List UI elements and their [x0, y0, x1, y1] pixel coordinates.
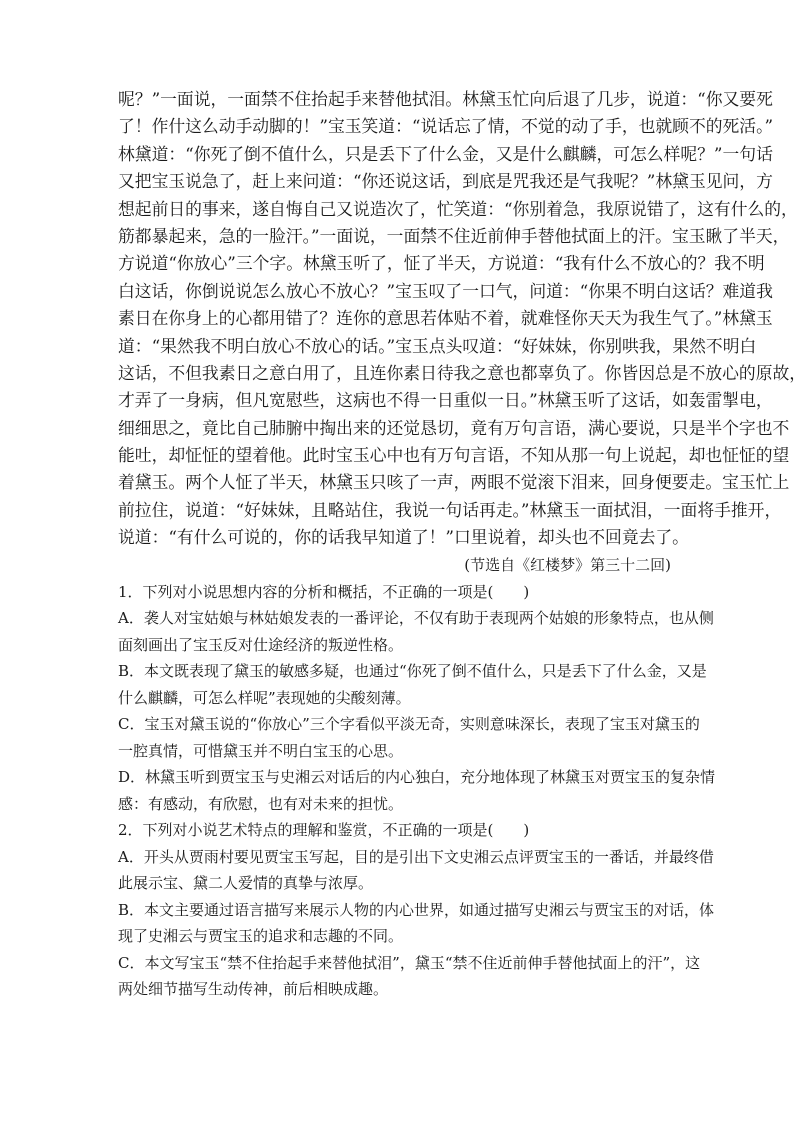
passage-line: 了！作什这么动手动脚的！”宝玉笑道：“说话忘了情，不觉的动了手，也就顾不的死活。” [118, 116, 774, 137]
passage-line: 筋都暴起来，急的一脸汗。”一面说，一面禁不住近前伸手替他拭面上的汗。宝玉瞅了半天， [118, 225, 790, 246]
passage-line: 林黛道：“你死了倒不值什么，只是丢下了什么金，又是什么麒麟，可怎么样呢？”一句话 [118, 143, 773, 164]
option-1c: C．宝玉对黛玉说的“你放心”三个字看似平淡无奇，实则意味深长，表现了宝玉对黛玉的 [118, 715, 700, 734]
passage-line: 说道：“有什么可说的，你的话我早知道了！”口里说着，却头也不回竟去了。 [118, 527, 689, 548]
passage-line: 想起前日的事来，遂自悔自己又说造次了，忙笑道：“你别着急，我原说错了，这有什么的， [118, 198, 798, 219]
option-1b-cont: 什么麒麟，可怎么样呢”表现她的尖酸刻薄。 [118, 688, 411, 707]
question-stem-2: 2．下列对小说艺术特点的理解和鉴赏，不正确的一项是( ) [118, 821, 530, 840]
passage-line: 方说道“你放心”三个字。林黛玉听了，怔了半天，方说道：“我有什么不放心的？我不明 [118, 253, 765, 274]
passage-line: 道：“果然我不明白放心不放心的话。”宝玉点头叹道：“好妹妹，你别哄我，果然不明白 [118, 335, 757, 356]
passage-line: 这话，不但我素日之意白用了，且连你素日待我之意也都辜负了。你皆因总是不放心的原故， [118, 362, 806, 383]
option-2a: A．开头从贾雨村要见贾宝玉写起，目的是引出下文史湘云点评贾宝玉的一番话，并最终借 [118, 847, 714, 866]
option-1b: B．本文既表现了黛玉的敏感多疑，也通过“你死了倒不值什么，只是丢下了什么金，又是 [118, 662, 707, 681]
passage-line: 白这话，你倒说说怎么放心不放心？”宝玉叹了一口气，问道：“你果不明白这话？难道我 [118, 280, 773, 301]
passage-line: 能吐，却怔怔的望着他。此时宝玉心中也有万句言语，不知从那一句上说起，却也怔怔的望 [118, 445, 790, 466]
question-stem-1: 1．下列对小说思想内容的分析和概括，不正确的一项是( ) [118, 582, 530, 601]
passage-line: 细细思之，竟比自己肺腑中掏出来的还觉恳切，竟有万句言语，满心要说，只是半个字也不 [118, 417, 790, 438]
question-list [118, 579, 716, 1003]
passage-line: 前拉住，说道：“好妹妹，且略站住，我说一句话再走。”林黛玉一面拭泪，一面将手推开， [118, 499, 782, 520]
source-citation: (节选自《红楼梦》第三十二回) [464, 555, 671, 574]
option-2a-cont: 此展示宝、黛二人爱情的真挚与浓厚。 [118, 874, 374, 893]
option-1d-cont: 感：有感动，有欣慰，也有对未来的担忧。 [118, 794, 404, 813]
option-1c-cont: 一腔真情，可惜黛玉并不明白宝玉的心思。 [118, 741, 404, 760]
option-1a: A．袭人对宝姑娘与林姑娘发表的一番评论，不仅有助于表现两个姑娘的形象特点，也从侧 [118, 609, 714, 628]
passage-line: 才弄了一身病，但凡宽慰些，这病也不得一日重似一日。”林黛玉听了这话，如轰雷掣电， [118, 390, 773, 411]
option-1d: D．林黛玉听到贾宝玉与史湘云对话后的内心独白，充分地体现了林黛玉对贾宝玉的复杂情 [118, 768, 716, 787]
option-2b: B．本文主要通过语言描写来展示人物的内心世界，如通过描写史湘云与贾宝玉的对话，体 [118, 900, 715, 919]
passage-line: 呢？”一面说，一面禁不住抬起手来替他拭泪。林黛玉忙向后退了几步，说道：“你又要死 [118, 89, 773, 109]
passage-line: 着黛玉。两个人怔了半天，林黛玉只咳了一声，两眼不觉滚下泪来，回身便要走。宝玉忙上 [118, 472, 790, 493]
document-page [118, 86, 806, 1003]
passage-line: 又把宝玉说急了，赶上来问道：“你还说这话，到底是咒我还是气我呢？”林黛玉见问，方 [118, 171, 773, 192]
passage-line: 素日在你身上的心都用错了？连你的意思若体贴不着，就难怪你天天为我生气了。”林黛玉 [118, 308, 773, 329]
option-2c-cont: 两处细节描写生动传神，前后相映成趣。 [118, 980, 389, 999]
novel-excerpt [118, 86, 806, 552]
option-2b-cont: 现了史湘云与贾宝玉的追求和志趣的不同。 [118, 927, 404, 946]
option-1a-cont: 面刻画出了宝玉反对仕途经济的叛逆性格。 [118, 635, 404, 654]
option-2c: C．本文写宝玉“禁不住抬起手来替他拭泪”，黛玉“禁不住近前伸手替他拭面上的汗”，这 [118, 953, 701, 972]
